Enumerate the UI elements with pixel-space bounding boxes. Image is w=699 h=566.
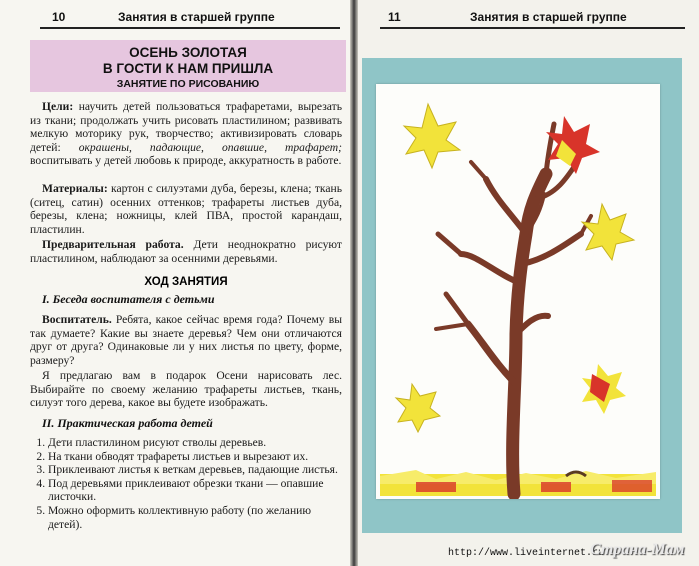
preliminary-work-text: Дети неоднократно рисуют пластилином, наблюдают за осенними деревьями. bbox=[30, 238, 342, 265]
watermark-logo: Страна-Мам bbox=[590, 541, 685, 558]
left-page-number: 10 bbox=[52, 10, 66, 24]
list-item: 3. Приклеивают листья к веткам деревьев, падающие листья. bbox=[48, 463, 342, 477]
falling-leaf-icon bbox=[396, 384, 440, 432]
goals-vocabulary: окрашены, падающие, опавшие, трафарет; bbox=[78, 140, 342, 154]
yellow-leaf-icon bbox=[582, 204, 634, 260]
teacher-label: Воспитатель. bbox=[42, 313, 112, 326]
teacher-paragraph bbox=[30, 313, 342, 367]
goals-paragraph bbox=[30, 100, 342, 168]
preliminary-work-label: Предварительная работа. bbox=[42, 238, 184, 251]
goals-text-2: воспитывать у детей любовь к природе, аккуратность в работе. bbox=[30, 154, 342, 168]
goals-label: Цели: bbox=[42, 100, 74, 113]
lesson-title-line-2: В ГОСТИ К НАМ ПРИШЛА bbox=[102, 61, 274, 76]
source-url: http://www.liveinternet.ru bbox=[448, 548, 605, 559]
section-2-heading: II. Практическая работа детей bbox=[42, 416, 213, 430]
paragraph-2 bbox=[30, 369, 342, 410]
list-item: 1. Дети пластилином рисуют стволы деревьев. bbox=[48, 436, 342, 450]
left-running-header: Занятия в старшей группе bbox=[118, 10, 275, 24]
artwork-card bbox=[376, 84, 660, 499]
right-running-header: Занятия в старшей группе bbox=[470, 10, 627, 24]
list-item: 5. Можно оформить коллективную работу (по желанию детей). bbox=[48, 504, 342, 531]
materials-paragraph bbox=[30, 182, 342, 236]
preliminary-work-paragraph bbox=[30, 238, 342, 265]
materials-label: Материалы: bbox=[42, 182, 108, 195]
tree-artwork-illustration bbox=[376, 84, 660, 499]
course-heading: ХОД ЗАНЯТИЯ bbox=[144, 276, 228, 288]
lesson-title-band bbox=[30, 40, 346, 92]
list-item: 4. Под деревьями приклеивают обрезки ткани — опавшие листочки. bbox=[48, 477, 342, 504]
paragraph-2-text: Я предлагаю вам в подарок Осени нарисовать лес. Выбирайте по своему желанию трафареты листьев, ткань, силуэт того дерева, какое вы будете изображать. bbox=[30, 369, 342, 410]
lesson-title-line-1: ОСЕНЬ ЗОЛОТАЯ bbox=[129, 45, 247, 60]
steps-list bbox=[30, 436, 342, 531]
red-yellow-leaf-icon bbox=[582, 364, 626, 414]
lesson-subtitle: ЗАНЯТИЕ ПО РИСОВАНИЮ bbox=[116, 78, 260, 90]
tree-trunk-icon bbox=[436, 124, 591, 494]
goals-text-1: научить детей пользоваться трафаретами, вырезать из ткани; продолжать учить рисовать пластилином; развивать мелкую моторику рук, творчество; активизировать словарь детей: bbox=[30, 100, 342, 154]
left-header-rule bbox=[40, 27, 340, 29]
teacher-text: Ребята, какое сейчас время года? Почему вы так думаете? Какие вы знаете деревья? Чем они отличаются друг от друга? Одинаковые ли у них листья по цвету, форме, размеру? bbox=[30, 313, 342, 367]
right-page-number: 11 bbox=[388, 10, 401, 24]
list-item: 2. На ткани обводят трафареты листьев и вырезают их. bbox=[48, 450, 342, 464]
right-header-rule bbox=[380, 27, 685, 29]
maple-leaf-icon bbox=[404, 104, 460, 168]
materials-text: картон с силуэтами дуба, березы, клена; ткань (ситец, сатин) осенних оттенков; трафареты листьев дуба, березы, клена; ножницы, клей ПВА, простой карандаш, пластилин. bbox=[30, 182, 342, 236]
section-1-heading: I. Беседа воспитателя с детьми bbox=[42, 292, 215, 306]
book-spine bbox=[350, 0, 358, 566]
